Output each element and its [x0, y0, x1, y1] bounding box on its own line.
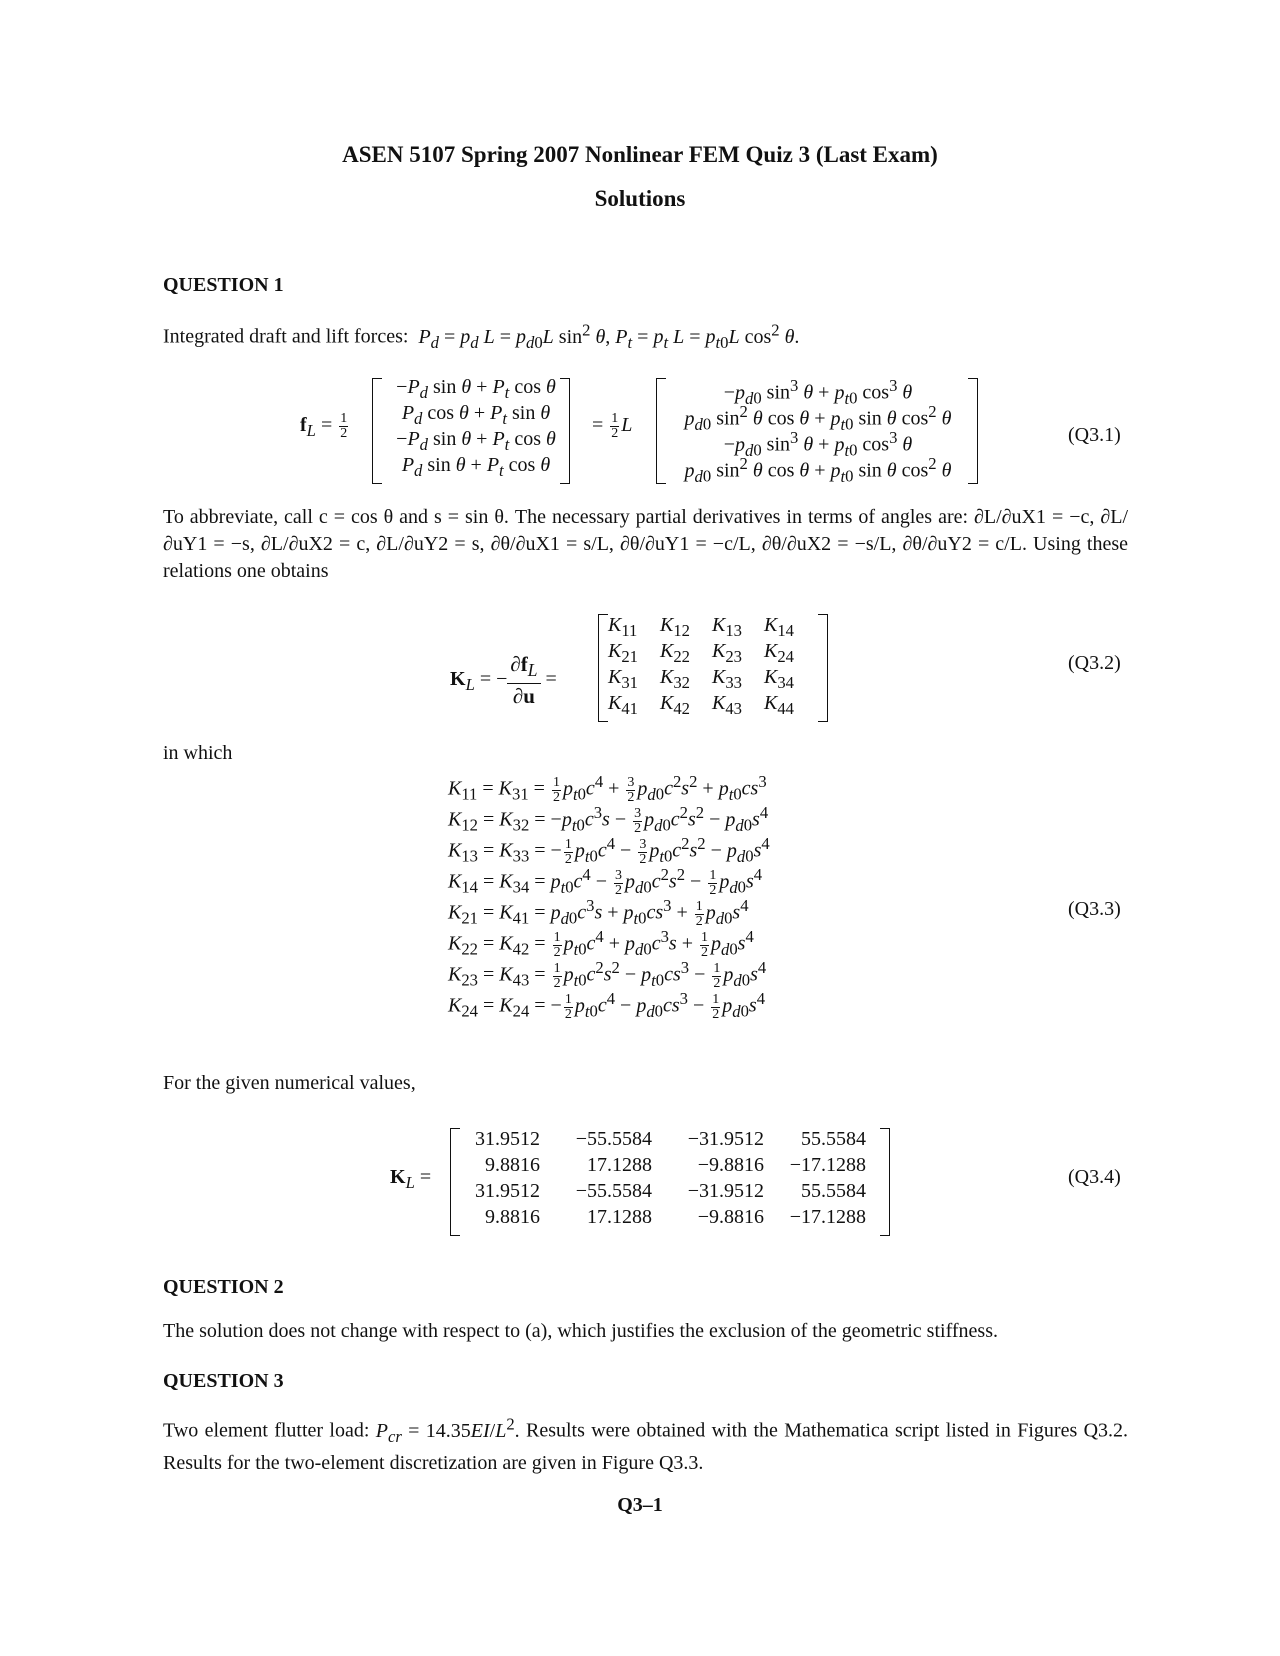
k-symbol-cell: $K_{14}$ [764, 614, 794, 640]
kl-definition: $K_L$ = − $\frac{\partial f_L}{\partial u}$ = [450, 652, 557, 709]
in-which-label: in which [163, 742, 233, 764]
kl-matrix-cell: −55.5584 [575, 1180, 652, 1202]
kl-matrix-cell: −31.9512 [687, 1128, 764, 1150]
k-formula-row: $K_{22} = K_{42}$ = $\frac{1}{2}$ $p_{t0}c^4 + p_{d0}c^3s$ + $\frac{1}{2}$ $p_{d0}s^4$ [448, 927, 754, 960]
fl-expanded-row-2: $p_{d0}$ $\sin^2 \theta$ $\cos \theta + p_{t0}$ sin θ $\cos^2 \theta$ [684, 402, 952, 434]
flutter-load-formula: $P_{cr} = 14.35EI/L^2$. [375, 1414, 520, 1446]
k-symbol-cell: $K_{22}$ [660, 640, 690, 666]
abbreviation-text: To abbreviate, call c = cos θ and s = sin θ. The necessary partial derivatives in terms of angles are: ∂L/∂uX1 = −c, ∂L/∂uY1 = −s, ∂L/∂uX2 = c, ∂L/∂uY2 = s, ∂θ/∂uX1 = s/L, ∂θ/∂uY1 = −c/L, ∂θ/∂uX2 = −s/L, ∂θ/∂uY2 = c/L. Using these relations one obtains [163, 506, 1128, 582]
k-symbol-cell: $K_{34}$ [764, 666, 794, 692]
k-symbol-cell: $K_{31}$ [608, 666, 638, 692]
question-3-paragraph [163, 1410, 1128, 1477]
fl-symbol: $f_L$ = $\frac{1}{2}$ [300, 411, 348, 441]
k-symbol-cell: $K_{24}$ [764, 640, 794, 666]
question-2-text: The solution does not change with respect to (a), which justifies the exclusion of the geometric stiffness. [163, 1320, 998, 1342]
k-formula-row: $K_{11} = K_{31}$ = $\frac{1}{2}$ $p_{t0}c^4$ + $\frac{3}{2}$ $p_{d0}c^2s^2 + p_{t0}cs^3$ [448, 772, 767, 805]
k-formula-row: $K_{12} = K_{32} = -p_{t0}c^3s$ − $\frac{3}{2}$ $p_{d0}c^2s^2 - p_{d0}s^4$ [448, 803, 769, 836]
q1-intro [163, 316, 1128, 356]
k-symbol-cell: $K_{43}$ [712, 692, 742, 718]
for-given-label: For the given numerical values, [163, 1072, 416, 1094]
matrix-bracket-right [560, 378, 570, 484]
matrix-bracket-right [818, 614, 828, 722]
k-symbol-cell: $K_{41}$ [608, 692, 638, 718]
k-symbol-cell: $K_{42}$ [660, 692, 690, 718]
kl-matrix-cell: 55.5584 [801, 1180, 866, 1202]
k-symbol-cell: $K_{32}$ [660, 666, 690, 692]
k-symbol-cell: $K_{12}$ [660, 614, 690, 640]
k-formula-row: $K_{21} = K_{41} = p_{d0}c^3s + p_{t0}cs^3$ + $\frac{1}{2}$ $p_{d0}s^4$ [448, 896, 749, 929]
q3-text-post: Results were obtained with the Mathematica script listed in Figures Q3.2. Results for the two-element discretization are given in Figure Q3.3. [163, 1419, 1129, 1474]
kl-matrix-cell: −17.1288 [789, 1206, 866, 1228]
page-subtitle: Solutions [594, 186, 686, 211]
k-symbol-cell: $K_{33}$ [712, 666, 742, 692]
half-L-factor: = $\frac{1}{2}$ L [592, 411, 633, 441]
abbreviation-paragraph [163, 504, 1128, 588]
kl-matrix-cell: −9.8816 [697, 1206, 764, 1228]
page-title: ASEN 5107 Spring 2007 Nonlinear FEM Quiz 3 (Last Exam) [342, 142, 938, 167]
k-formula-row: $K_{14} = K_{34} = p_{t0}c^4$ − $\frac{3}{2}$ $p_{d0}c^2s^2$ − $\frac{1}{2}$ $p_{d0}s^4$ [448, 865, 763, 898]
kl-matrix-cell: 31.9512 [475, 1128, 540, 1150]
k-symbol-cell: $K_{21}$ [608, 640, 638, 666]
equation-number: (Q3.1) [1068, 424, 1121, 446]
equation-number: (Q3.4) [1068, 1166, 1121, 1188]
k-formula-row: $K_{23} = K_{43}$ = $\frac{1}{2}$ $p_{t0}c^2s^2 - p_{t0}cs^3$ − $\frac{1}{2}$ $p_{d0}s^4$ [448, 958, 767, 991]
k-formula-row: $K_{24} = K_{24}$ = − $\frac{1}{2}$ $p_{t0}c^4 - p_{d0}cs^3$ − $\frac{1}{2}$ $p_{d0}s^4$ [448, 989, 766, 1022]
question-3-heading: QUESTION 3 [163, 1370, 284, 1392]
k-symbol-cell: $K_{11}$ [608, 614, 638, 640]
matrix-bracket-right [880, 1128, 890, 1236]
kl-matrix-cell: −31.9512 [687, 1180, 764, 1202]
k-symbol-cell: $K_{23}$ [712, 640, 742, 666]
kl-matrix-cell: 17.1288 [587, 1206, 652, 1228]
equation-number: (Q3.2) [1068, 652, 1121, 674]
kl-matrix-cell: −55.5584 [575, 1128, 652, 1150]
fl-expanded-row-3: $-p_{d0}$ $\sin^3 \theta + p_{t0}$ $\cos^3 \theta$ [723, 428, 913, 460]
kl-matrix-cell: 17.1288 [587, 1154, 652, 1176]
page-footer: Q3–1 [617, 1494, 663, 1516]
fl-expanded-row-4: $p_{d0}$ $\sin^2 \theta$ $\cos \theta + p_{t0}$ sin θ $\cos^2 \theta$ [684, 454, 952, 486]
matrix-bracket-right [968, 378, 978, 484]
k-symbol-cell: $K_{13}$ [712, 614, 742, 640]
equation-number: (Q3.3) [1068, 898, 1121, 920]
kl-matrix-cell: 9.8816 [485, 1206, 540, 1228]
q1-intro-label: Integrated draft and lift forces: [163, 325, 409, 348]
fl-expanded-row-1: $-p_{d0}$ $\sin^3 \theta + p_{t0}$ $\cos^3 \theta$ [723, 376, 913, 408]
kl-matrix-cell: 31.9512 [475, 1180, 540, 1202]
fl-row-1: $-P_d$ $\sin \theta + P_t$ cos θ [396, 376, 556, 402]
k-formula-row: $K_{13} = K_{33}$ = − $\frac{1}{2}$ $p_{t0}c^4$ − $\frac{3}{2}$ $p_{t0}c^2s^2 - p_{d0}s^4$ [448, 834, 770, 867]
kl-numeric-symbol: $K_L$ = [390, 1166, 432, 1192]
kl-matrix-cell: 55.5584 [801, 1128, 866, 1150]
fl-row-2: $P_d$ $\cos \theta + P_t$ sin θ [401, 402, 551, 428]
matrix-bracket-left [598, 614, 608, 722]
fl-row-3: $-P_d$ $\sin \theta + P_t$ cos θ [396, 428, 556, 454]
fl-row-4: $P_d$ $\sin \theta + P_t$ cos θ [401, 454, 551, 480]
question-2-heading: QUESTION 2 [163, 1276, 284, 1298]
matrix-bracket-left [372, 378, 382, 484]
question-1-heading: QUESTION 1 [163, 274, 284, 296]
q3-text-pre: Two element flutter load: [163, 1419, 370, 1442]
k-symbol-cell: $K_{44}$ [764, 692, 794, 718]
kl-matrix-cell: −9.8816 [697, 1154, 764, 1176]
forces-formula: $P_d = p_d$ $L = p_{d0}L$ $\sin^2 \theta$, $P_t = p_t$ $L = p_{t0}L$ $\cos^2 \theta$. [418, 320, 800, 352]
kl-matrix-cell: 9.8816 [485, 1154, 540, 1176]
matrix-bracket-left [656, 378, 666, 484]
kl-matrix-cell: −17.1288 [789, 1154, 866, 1176]
